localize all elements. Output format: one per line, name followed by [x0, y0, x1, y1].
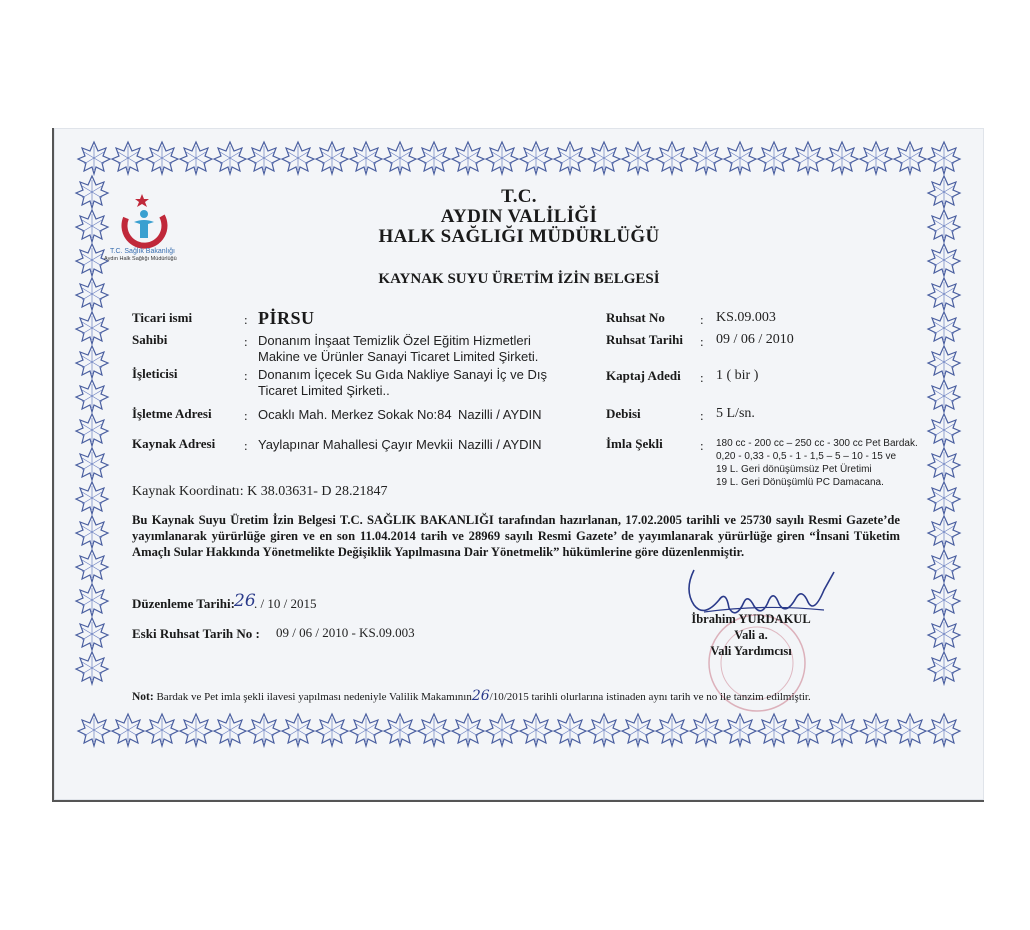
border-leaf-icon — [928, 312, 960, 344]
border-leaf-icon — [486, 142, 518, 174]
border-leaf-icon — [690, 142, 722, 174]
border-leaf-icon — [248, 714, 280, 746]
border-leaf-icon — [350, 714, 382, 746]
border-leaf-icon — [418, 714, 450, 746]
border-leaf-icon — [248, 142, 280, 174]
sahibi-label: Sahibi — [132, 332, 168, 347]
colon: : — [244, 312, 248, 327]
imla-sekli-label: İmla Şekli — [606, 436, 663, 451]
border-leaf-icon — [724, 142, 756, 174]
border-leaf-icon — [180, 714, 212, 746]
ruhsat-tarihi-value: 09 / 06 / 2010 — [716, 332, 794, 347]
kaynak-adresi-label: Kaynak Adresi — [132, 436, 216, 451]
border-leaf-icon — [76, 448, 108, 480]
colon: : — [700, 370, 704, 385]
imla-sekli-line1: 180 cc - 200 cc – 250 cc - 300 cc Pet Bardak. — [716, 438, 918, 449]
note-text-after: /10/2015 tarihli olurlarına istinaden aynı tarih ve no ile tanzim edilmiştir. — [489, 691, 811, 703]
border-leaf-icon — [452, 142, 484, 174]
debisi-value: 5 L/sn. — [716, 406, 755, 421]
border-leaf-icon — [112, 142, 144, 174]
eski-ruhsat-value: 09 / 06 / 2010 - KS.09.003 — [276, 625, 415, 640]
header-mudurluk: HALK SAĞLIĞI MÜDÜRLÜĞÜ — [378, 226, 660, 247]
border-leaf-icon — [928, 618, 960, 650]
border-leaf-icon — [690, 714, 722, 746]
logo-caption-1: T.C. Sağlık Bakanlığı — [110, 248, 175, 255]
document-title: KAYNAK SUYU ÜRETİM İZİN BELGESİ — [378, 271, 660, 287]
border-leaf-icon — [452, 714, 484, 746]
kaptaj-adedi-value: 1 ( bir ) — [716, 368, 759, 383]
isletici-label: İşleticisi — [132, 366, 178, 381]
legal-paragraph: Bu Kaynak Suyu Üretim İzin Belgesi T.C. SAĞLIK BAKANLIĞI tarafından hazırlanan, 17.02.2005 tarihli ve 25730 sayılı Resmi Gazete’de yayımlanarak yürürlüğe giren ve en son 11.04.2014 tarih ve 28969 sayılı Resmi Gazete’ de yayımlanarak yürürlüğe giren “İnsani Tüketim Amaçlı Sular Hakkında Yönetmelikte Değişiklik Yapılmasına Dair Yönetmelik” hükümlerine göre düzenlenmiştir. — [132, 513, 900, 559]
border-leaf-icon — [78, 714, 110, 746]
border-leaf-icon — [928, 380, 960, 412]
note-line — [132, 688, 811, 704]
border-leaf-icon — [76, 312, 108, 344]
border-leaf-icon — [214, 142, 246, 174]
border-leaf-icon — [520, 714, 552, 746]
border-leaf-icon — [78, 142, 110, 174]
border-leaf-icon — [826, 714, 858, 746]
header-valilik: AYDIN VALİLİĞİ — [440, 206, 598, 227]
sahibi-value-line2: Makine ve Ürünler Sanayi Ticaret Limited Şirketi. — [258, 349, 539, 364]
border-leaf-icon — [486, 714, 518, 746]
border-leaf-icon — [758, 714, 790, 746]
border-leaf-icon — [384, 714, 416, 746]
colon: : — [700, 438, 704, 453]
border-leaf-icon — [146, 714, 178, 746]
colon: : — [244, 408, 248, 423]
border-leaf-icon — [928, 516, 960, 548]
kaynak-adresi-city: Nazilli / AYDIN — [458, 437, 542, 452]
isletme-adresi-label: İşletme Adresi — [132, 406, 212, 421]
border-leaf-icon — [928, 584, 960, 616]
header-tc: T.C. — [501, 186, 537, 207]
certificate-sheet — [52, 128, 984, 802]
border-leaf-icon — [112, 714, 144, 746]
isletme-adresi-city: Nazilli / AYDIN — [458, 407, 542, 422]
border-leaf-icon — [928, 482, 960, 514]
border-leaf-icon — [928, 550, 960, 582]
border-leaf-icon — [214, 714, 246, 746]
signatory-title-2: Vali Yardımcısı — [710, 644, 792, 658]
isletme-adresi-value: Ocaklı Mah. Merkez Sokak No:84 — [258, 407, 452, 422]
border-leaf-icon — [76, 652, 108, 684]
ticari-ismi-label: Ticari ismi — [132, 310, 193, 325]
border-leaf-icon — [554, 714, 586, 746]
border-leaf-icon — [76, 380, 108, 412]
note-text-before: Bardak ve Pet imla şekli ilavesi yapılması nedeniyle Valilik Makamının — [156, 691, 472, 703]
kaynak-koordinati: Kaynak Koordinatı: K 38.03631- D 28.21847 — [132, 484, 388, 499]
imla-sekli-line4: 19 L. Geri Dönüşümlü PC Damacana. — [716, 477, 884, 488]
border-leaf-icon — [588, 714, 620, 746]
border-leaf-icon — [180, 142, 212, 174]
border-leaf-icon — [928, 448, 960, 480]
ticari-ismi-value: PİRSU — [258, 308, 315, 328]
border-leaf-icon — [316, 714, 348, 746]
border-leaf-icon — [282, 142, 314, 174]
border-leaf-icon — [792, 142, 824, 174]
ruhsat-no-value: KS.09.003 — [716, 310, 776, 325]
border-leaf-icon — [758, 142, 790, 174]
ruhsat-no-label: Ruhsat No — [606, 310, 665, 325]
border-leaf-icon — [860, 142, 892, 174]
border-leaf-icon — [588, 142, 620, 174]
kaynak-adresi-value: Yaylapınar Mahallesi Çayır Mevkii — [258, 437, 453, 452]
imla-sekli-line3: 19 L. Geri dönüşümsüz Pet Üretimi — [716, 464, 872, 475]
eski-ruhsat-label: Eski Ruhsat Tarih No : — [132, 626, 260, 641]
colon: : — [244, 368, 248, 383]
border-leaf-icon — [724, 714, 756, 746]
signatory-title-1: Vali a. — [734, 628, 768, 642]
border-leaf-icon — [76, 584, 108, 616]
border-leaf-icon — [76, 482, 108, 514]
colon: : — [700, 408, 704, 423]
border-leaf-icon — [76, 414, 108, 446]
border-leaf-icon — [656, 142, 688, 174]
border-leaf-icon — [554, 142, 586, 174]
border-leaf-icon — [928, 414, 960, 446]
duzenleme-tarihi-rest: . / 10 / 2015 — [254, 596, 317, 611]
border-leaf-icon — [146, 142, 178, 174]
border-leaf-icon — [76, 618, 108, 650]
kaptaj-adedi-label: Kaptaj Adedi — [606, 368, 681, 383]
colon: : — [700, 312, 704, 327]
note-label: Not: — [132, 691, 154, 703]
border-leaf-icon — [656, 714, 688, 746]
border-leaf-icon — [928, 346, 960, 378]
border-leaf-icon — [76, 346, 108, 378]
border-leaf-icon — [792, 714, 824, 746]
colon: : — [700, 334, 704, 349]
isletici-value-line1: Donanım İçecek Su Gıda Nakliye Sanayi İç ve Dış — [258, 367, 548, 382]
border-leaf-icon — [622, 714, 654, 746]
note-day: 26 — [471, 688, 490, 704]
ruhsat-tarihi-label: Ruhsat Tarihi — [606, 332, 683, 347]
border-leaf-icon — [384, 142, 416, 174]
border-leaf-icon — [928, 714, 960, 746]
border-leaf-icon — [860, 714, 892, 746]
border-leaf-icon — [418, 142, 450, 174]
sahibi-value-line1: Donanım İnşaat Temizlik Özel Eğitim Hizmetleri — [258, 333, 531, 348]
isletici-value-line2: Ticaret Limited Şirketi.. — [258, 383, 390, 398]
border-leaf-icon — [894, 714, 926, 746]
debisi-label: Debisi — [606, 406, 641, 421]
border-leaf-icon — [282, 714, 314, 746]
border-leaf-icon — [76, 516, 108, 548]
border-leaf-icon — [928, 142, 960, 174]
duzenleme-tarihi-day: 26 — [234, 591, 256, 611]
border-leaf-icon — [350, 142, 382, 174]
border-leaf-icon — [76, 550, 108, 582]
border-leaf-icon — [316, 142, 348, 174]
colon: : — [244, 334, 248, 349]
border-leaf-icon — [894, 142, 926, 174]
signatory-name: İbrahim YURDAKUL — [691, 612, 811, 626]
imla-sekli-line2: 0,20 - 0,33 - 0,5 - 1 - 1,5 – 5 – 10 - 15 ve — [716, 451, 897, 462]
border-leaf-icon — [622, 142, 654, 174]
colon: : — [244, 438, 248, 453]
border-leaf-icon — [826, 142, 858, 174]
border-leaf-icon — [520, 142, 552, 174]
logo-caption-2: Aydın Halk Sağlığı Müdürlüğü — [104, 256, 177, 262]
border-leaf-icon — [928, 652, 960, 684]
duzenleme-tarihi-label: Düzenleme Tarihi: — [132, 596, 235, 611]
